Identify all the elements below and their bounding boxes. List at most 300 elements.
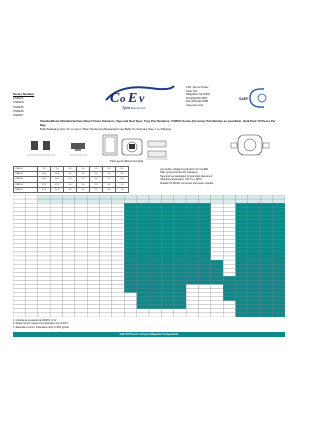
table-cell [50,252,62,256]
table-cell [161,313,173,317]
table-cell [223,268,235,272]
table-cell [124,289,136,293]
table-cell [260,232,272,236]
table-cell [38,256,50,260]
table-cell [236,199,248,203]
table-cell [87,228,99,232]
table-cell [260,240,272,244]
table-cell [124,244,136,248]
table-cell [50,223,62,227]
table-cell [62,256,74,260]
part-table-grid [13,195,285,317]
table-cell [223,236,235,240]
brand-label: SAEF [239,97,249,101]
table-cell [161,280,173,284]
table-cell [260,195,272,199]
table-cell [50,313,62,317]
table-cell [75,309,87,313]
table-cell [124,195,136,199]
table-cell [75,293,87,297]
table-cell [174,252,186,256]
table-cell [273,228,285,232]
table-cell [137,236,149,240]
table-cell [13,199,25,203]
table-cell [161,305,173,309]
table-cell [62,264,74,268]
table-cell [137,280,149,284]
table-cell [100,248,112,252]
table-cell [186,309,198,313]
table-cell [25,199,37,203]
table-cell [198,228,210,232]
table-cell [25,260,37,264]
table-cell [100,244,112,248]
table-cell [112,309,124,313]
table-cell [236,244,248,248]
table-cell [198,256,210,260]
table-cell [174,293,186,297]
table-cell [248,289,260,293]
table-cell [161,211,173,215]
table-cell [87,268,99,272]
table-cell [87,240,99,244]
dimension-cell: 10.0 [51,172,64,177]
table-cell [260,219,272,223]
table-cell [137,289,149,293]
table-cell [260,297,272,301]
table-cell [273,305,285,309]
table-cell [62,309,74,313]
table-cell [124,256,136,260]
table-cell [198,240,210,244]
table-cell [100,272,112,276]
table-cell [112,207,124,211]
table-cell [75,248,87,252]
table-cell [248,293,260,297]
dimension-drawings [13,131,283,165]
table-cell [273,248,285,252]
table-cell [174,215,186,219]
table-cell [13,305,25,309]
table-cell [87,305,99,309]
table-cell [211,228,223,232]
dimension-row-label: CSR106 [14,182,38,187]
table-cell [198,313,210,317]
table-cell [25,215,37,219]
table-cell [13,219,25,223]
table-cell [260,199,272,203]
footnotes [13,319,69,329]
table-cell [186,256,198,260]
table-cell [211,280,223,284]
table-cell [25,293,37,297]
table-cell [236,272,248,276]
table-cell [38,244,50,248]
table-cell [75,313,87,317]
table-cell [50,203,62,207]
table-cell [198,284,210,288]
table-cell [50,232,62,236]
table-cell [100,276,112,280]
table-cell [112,260,124,264]
table-cell [62,305,74,309]
bullet-item: Operating temperature -40°C to +105°C [160,178,203,182]
table-cell [124,305,136,309]
table-cell [13,293,25,297]
table-cell [161,260,173,264]
table-cell [273,244,285,248]
table-cell [38,203,50,207]
table-cell [50,244,62,248]
series-item: CSR105 [13,104,24,109]
table-cell [198,264,210,268]
table-cell [236,215,248,219]
table-cell [211,264,223,268]
table-cell [124,248,136,252]
table-cell [198,268,210,272]
table-cell [248,280,260,284]
table-cell [161,276,173,280]
table-cell [248,305,260,309]
table-cell [124,260,136,264]
dimension-cell: 10.4 [38,172,51,177]
table-cell [236,223,248,227]
table-cell [273,215,285,219]
table-cell [161,244,173,248]
table-cell [273,207,285,211]
table-cell [186,203,198,207]
table-cell [87,293,99,297]
table-cell [198,244,210,248]
table-cell [273,276,285,280]
table-cell [87,289,99,293]
table-cell [260,276,272,280]
table-cell [87,301,99,305]
table-cell [75,207,87,211]
dimension-cell: 7.0 [51,167,64,172]
table-cell [198,293,210,297]
table-cell [236,232,248,236]
table-cell [38,248,50,252]
dimension-cell: 10.4 [38,177,51,182]
address-line: Ridgefield, NJ 07657 [186,93,211,97]
table-cell [174,313,186,317]
table-cell [87,272,99,276]
table-cell [13,240,25,244]
dimension-row [14,187,129,192]
table-cell [137,297,149,301]
table-cell [260,203,272,207]
dimension-row-label: CSR104 [14,172,38,177]
table-cell [236,313,248,317]
table-cell [223,240,235,244]
svg-text:Electronics: Electronics [131,106,146,110]
table-cell [211,256,223,260]
table-cell [62,199,74,203]
table-cell [174,219,186,223]
table-cell [260,284,272,288]
table-cell [112,264,124,268]
table-cell [137,256,149,260]
table-cell [38,260,50,264]
table-cell [62,260,74,264]
series-item: CSR104 [13,100,24,105]
table-cell [174,289,186,293]
table-cell [260,305,272,309]
table-cell [112,297,124,301]
pad-layout-note: Pad Layout (Recommended) [110,160,144,163]
table-cell [248,203,260,207]
table-cell [38,305,50,309]
table-cell [75,203,87,207]
table-cell [137,232,149,236]
table-cell [25,236,37,240]
table-cell [124,313,136,317]
table-cell [25,297,37,301]
table-cell [112,284,124,288]
table-cell [149,272,161,276]
table-cell [124,268,136,272]
table-cell [149,211,161,215]
dimension-cell: 3.0 [77,182,90,187]
dimension-cell: 7.6 [116,187,129,192]
table-cell [186,280,198,284]
table-cell [260,313,272,317]
table-cell [223,280,235,284]
table-cell [87,284,99,288]
table-cell [198,219,210,223]
dimension-row-label: CSR105 [14,177,38,182]
table-cell [75,272,87,276]
table-cell [13,244,25,248]
table-cell [100,297,112,301]
table-cell [236,309,248,313]
table-cell [174,284,186,288]
table-cell [211,244,223,248]
table-cell [223,203,235,207]
table-cell [273,232,285,236]
table-cell [137,195,149,199]
table-cell [100,223,112,227]
table-cell [149,293,161,297]
table-cell [100,228,112,232]
table-cell [62,284,74,288]
table-cell [198,260,210,264]
table-cell [38,215,50,219]
table-cell [137,252,149,256]
table-cell [186,232,198,236]
table-cell [87,219,99,223]
table-cell [211,272,223,276]
table-cell [223,256,235,260]
table-cell [100,260,112,264]
table-cell [124,252,136,256]
dimension-cell: 12.5 [38,182,51,187]
table-cell [112,199,124,203]
table-cell [100,240,112,244]
table-cell [38,272,50,276]
table-cell [161,284,173,288]
table-cell [186,289,198,293]
table-cell [174,256,186,260]
table-cell [149,260,161,264]
dimension-cell: 12.5 [38,187,51,192]
dimension-cell: 5.0 [103,172,116,177]
table-cell [38,207,50,211]
table-cell [112,289,124,293]
table-cell [149,264,161,268]
table-cell [50,276,62,280]
table-cell [273,223,285,227]
table-cell [100,219,112,223]
table-cell [112,232,124,236]
table-cell [137,207,149,211]
table-cell [273,211,285,215]
table-cell [186,276,198,280]
table-cell [260,215,272,219]
table-cell [38,211,50,215]
table-cell [174,236,186,240]
table-cell [198,223,210,227]
table-cell [223,223,235,227]
table-cell [87,280,99,284]
table-cell [236,195,248,199]
table-cell [149,223,161,227]
table-cell [25,248,37,252]
table-cell [198,301,210,305]
table-cell [198,276,210,280]
table-cell [223,293,235,297]
table-cell [38,228,50,232]
table-cell [149,301,161,305]
table-cell [248,252,260,256]
table-cell [13,215,25,219]
table-cell [87,223,99,227]
table-cell [112,219,124,223]
table-cell [248,264,260,268]
table-cell [38,268,50,272]
table-cell [223,232,235,236]
table-cell [25,219,37,223]
table-cell [137,215,149,219]
table-cell [248,207,260,211]
table-cell [112,236,124,240]
table-cell [124,207,136,211]
table-cell [273,280,285,284]
table-cell [38,280,50,284]
table-cell [137,284,149,288]
table-cell [174,301,186,305]
footnote: 3. Saturation current: inductance drop of 30% typical. [13,325,70,329]
table-cell [13,268,25,272]
table-cell [260,223,272,227]
table-cell [149,232,161,236]
table-cell [137,293,149,297]
table-cell [38,293,50,297]
table-cell [50,199,62,203]
table-cell [149,268,161,272]
series-item: CSR107 [13,113,24,118]
table-cell [124,219,136,223]
svg-text:E: E [128,91,138,106]
dimension-cell: 3.9 [103,167,116,172]
table-cell [149,240,161,244]
table-cell [161,195,173,199]
address-line: 6 Mt. Vernon Street [186,86,209,89]
table-cell [186,223,198,227]
table-cell [161,264,173,268]
table-cell [273,264,285,268]
table-cell [236,276,248,280]
table-cell [211,268,223,272]
table-cell [13,272,25,276]
table-cell [211,219,223,223]
table-cell [223,297,235,301]
table-cell [198,305,210,309]
table-cell [161,232,173,236]
table-cell [236,228,248,232]
dimension-cell: 2.4 [77,172,90,177]
table-cell [198,199,210,203]
table-cell [248,219,260,223]
table-cell [100,264,112,268]
table-cell [50,301,62,305]
table-cell [260,244,272,248]
table-cell [50,260,62,264]
table-cell [62,280,74,284]
table-cell [174,232,186,236]
table-cell [273,199,285,203]
table-cell [273,301,285,305]
table-cell [260,211,272,215]
table-cell [248,211,260,215]
table-cell [112,256,124,260]
table-cell [100,199,112,203]
table-cell [161,252,173,256]
table-cell [62,223,74,227]
table-cell [198,272,210,276]
table-cell [236,264,248,268]
table-cell [186,215,198,219]
table-cell [248,260,260,264]
table-cell [149,199,161,203]
table-cell [25,252,37,256]
table-cell [236,252,248,256]
dimension-cell: 2.5 [90,187,103,192]
table-cell [38,309,50,313]
series-item: CSR106 [13,108,24,113]
series-list [13,92,38,117]
svg-text:C: C [110,91,120,106]
table-cell [124,228,136,232]
table-cell [75,223,87,227]
dimension-table [13,166,129,193]
dimension-cell: 12.5 [51,187,64,192]
table-cell [174,280,186,284]
address-line: Fax:(201)440-2088 [186,100,209,104]
table-cell [75,256,87,260]
table-cell [236,289,248,293]
table-cell [62,228,74,232]
table-cell [50,289,62,293]
table-cell [38,276,50,280]
table-cell [198,236,210,240]
table-cell [198,280,210,284]
table-cell [137,248,149,252]
table-cell [62,297,74,301]
table-cell [161,301,173,305]
table-cell [25,195,37,199]
